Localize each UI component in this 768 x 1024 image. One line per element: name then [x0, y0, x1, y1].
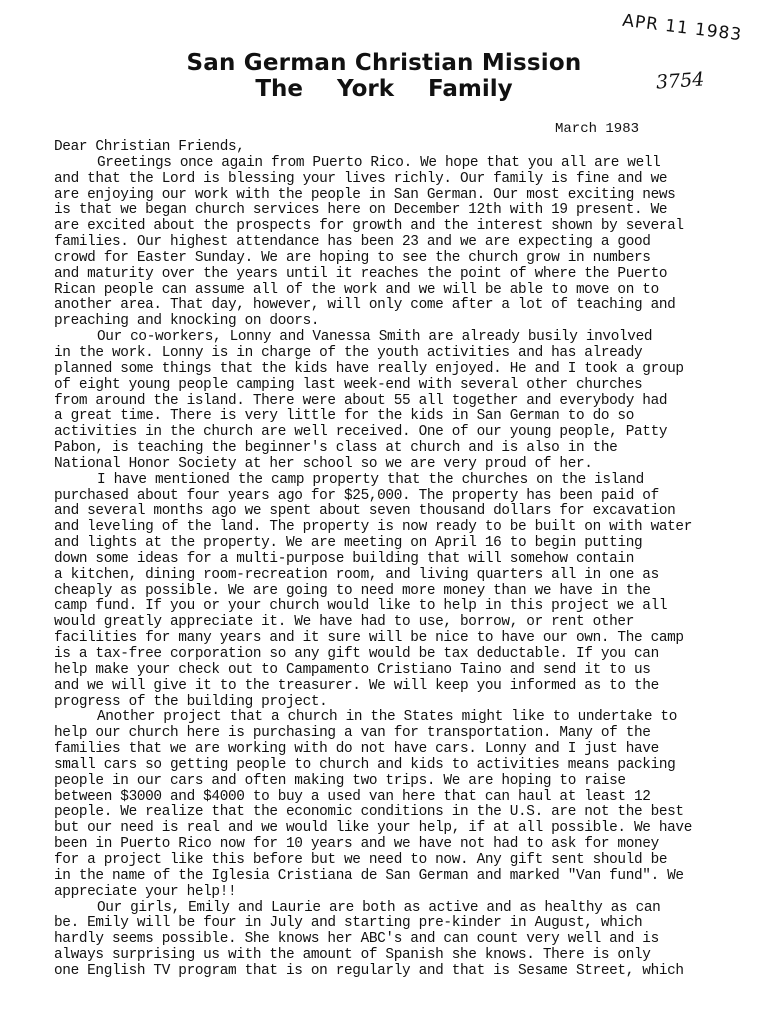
- text-line: Another project that a church in the States might like to undertake to: [97, 709, 678, 726]
- text-line: Our girls, Emily and Laurie are both as active and as healthy as can: [97, 899, 661, 916]
- text-line: crowd for Easter Sunday. We are hoping to see the church grow in numbers: [54, 249, 651, 266]
- text-line: camp fund. If you or your church would like to help in this project we all: [54, 598, 668, 615]
- text-line: a great time. There is very little for the kids in San German to do so: [54, 408, 635, 425]
- text-line: of eight young people camping last week-end with several other churches: [54, 376, 643, 393]
- text-line: Our co-workers, Lonny and Vanessa Smith are already busily involved: [97, 329, 653, 346]
- text-line: is a tax-free corporation so any gift would be tax deductable. If you can: [54, 646, 659, 662]
- letter-body: [54, 140, 744, 980]
- text-line: planned some things that the kids have really enjoyed. He and I took a group: [54, 360, 684, 377]
- text-line: one English TV program that is on regularly and that is Sesame Street, which: [54, 962, 684, 979]
- text-line: help our church here is purchasing a van for transportation. Many of the: [54, 725, 651, 742]
- text-line: Rican people can assume all of the work and we will be able to move on to: [54, 281, 659, 298]
- text-line: a kitchen, dining room-recreation room, and living quarters all in one as: [54, 566, 659, 583]
- text-line: people. We realize that the economic conditions in the U.S. are not the best: [54, 804, 684, 821]
- text-line: preaching and knocking on doors.: [54, 313, 320, 330]
- text-line: hardly seems possible. She knows her ABC's and can count very well and is: [54, 931, 659, 948]
- text-line: but our need is real and we would like your help, if at all possible. We have: [54, 820, 693, 837]
- handwritten-code: 3754: [655, 68, 706, 94]
- text-line: and several months ago we spent about seven thousand dollars for excavation: [54, 503, 676, 520]
- text-line: Pabon, is teaching the beginner's class at church and is also in the: [54, 440, 618, 457]
- text-line: is that we began church services here on December 12th with 19 present. We: [54, 202, 668, 219]
- text-line: appreciate your help!!: [54, 883, 237, 900]
- text-line: are excited about the prospects for growth and the interest shown by several: [54, 218, 684, 235]
- text-line: and lights at the property. We are meeting on April 16 to begin putting: [54, 535, 643, 552]
- text-line: between $3000 and $4000 to buy a used van here that can haul at least 12: [54, 788, 651, 805]
- text-line: purchased about four years ago for $25,000. The property has been paid of: [54, 487, 659, 504]
- letter-date: March 1983: [555, 121, 640, 137]
- text-line: facilities for many years and it sure will be nice to have our own. The camp: [54, 630, 684, 647]
- text-line: for a project like this before but we need to now. Any gift sent should be: [54, 851, 668, 868]
- text-line: help make your check out to Campamento Cristiano Taino and send it to us: [54, 661, 651, 678]
- text-line: progress of the building project.: [54, 693, 328, 710]
- text-line: another area. That day, however, will only come after a lot of teaching and: [54, 297, 676, 314]
- date-received-stamp: APR 11 1983: [621, 10, 744, 46]
- text-line: families that we are working with do not have cars. Lonny and I just have: [54, 741, 659, 758]
- text-line: and maturity over the years until it reaches the point of where the Puerto: [54, 265, 668, 282]
- text-line: are enjoying our work with the people in San German. Our most exciting news: [54, 186, 676, 203]
- text-line: cheaply as possible. We are going to need more money than we have in the: [54, 582, 651, 599]
- text-line: from around the island. There were about 55 all together and everybody had: [54, 392, 668, 409]
- text-line: been in Puerto Rico now for 10 years and we have not had to ask for money: [54, 836, 659, 853]
- text-line: and we will give it to the treasurer. We will keep you informed as to the: [54, 677, 659, 694]
- text-line: I have mentioned the camp property that the churches on the island: [97, 471, 644, 488]
- family-title: The York Family: [255, 76, 513, 102]
- mission-title: San German Christian Mission: [186, 50, 582, 76]
- text-line: in the name of the Iglesia Cristiana de San German and marked "Van fund". We: [54, 867, 684, 884]
- text-line: always surprising us with the amount of Spanish she knows. There is only: [54, 947, 651, 964]
- salutation: Dear Christian Friends,: [54, 139, 245, 155]
- text-line: would greatly appreciate it. We have had to use, borrow, or rent other: [54, 614, 635, 631]
- text-line: people in our cars and often making two trips. We are hoping to raise: [54, 772, 626, 789]
- text-line: be. Emily will be four in July and starting pre-kinder in August, which: [54, 915, 643, 932]
- text-line: Greetings once again from Puerto Rico. We hope that you all are well: [97, 154, 661, 171]
- text-line: activities in the church are well received. One of our young people, Patty: [54, 424, 668, 441]
- text-line: families. Our highest attendance has been 23 and we are expecting a good: [54, 234, 651, 251]
- text-line: small cars so getting people to church and kids to activities means packing: [54, 756, 676, 773]
- text-line: down some ideas for a multi-purpose building that will somehow contain: [54, 550, 635, 567]
- text-line: in the work. Lonny is in charge of the youth activities and has already: [54, 344, 643, 361]
- text-line: and leveling of the land. The property is now ready to be built on with water: [54, 519, 693, 536]
- text-line: and that the Lord is blessing your lives richly. Our family is fine and we: [54, 170, 668, 187]
- text-line: National Honor Society at her school so we are very proud of her.: [54, 455, 593, 472]
